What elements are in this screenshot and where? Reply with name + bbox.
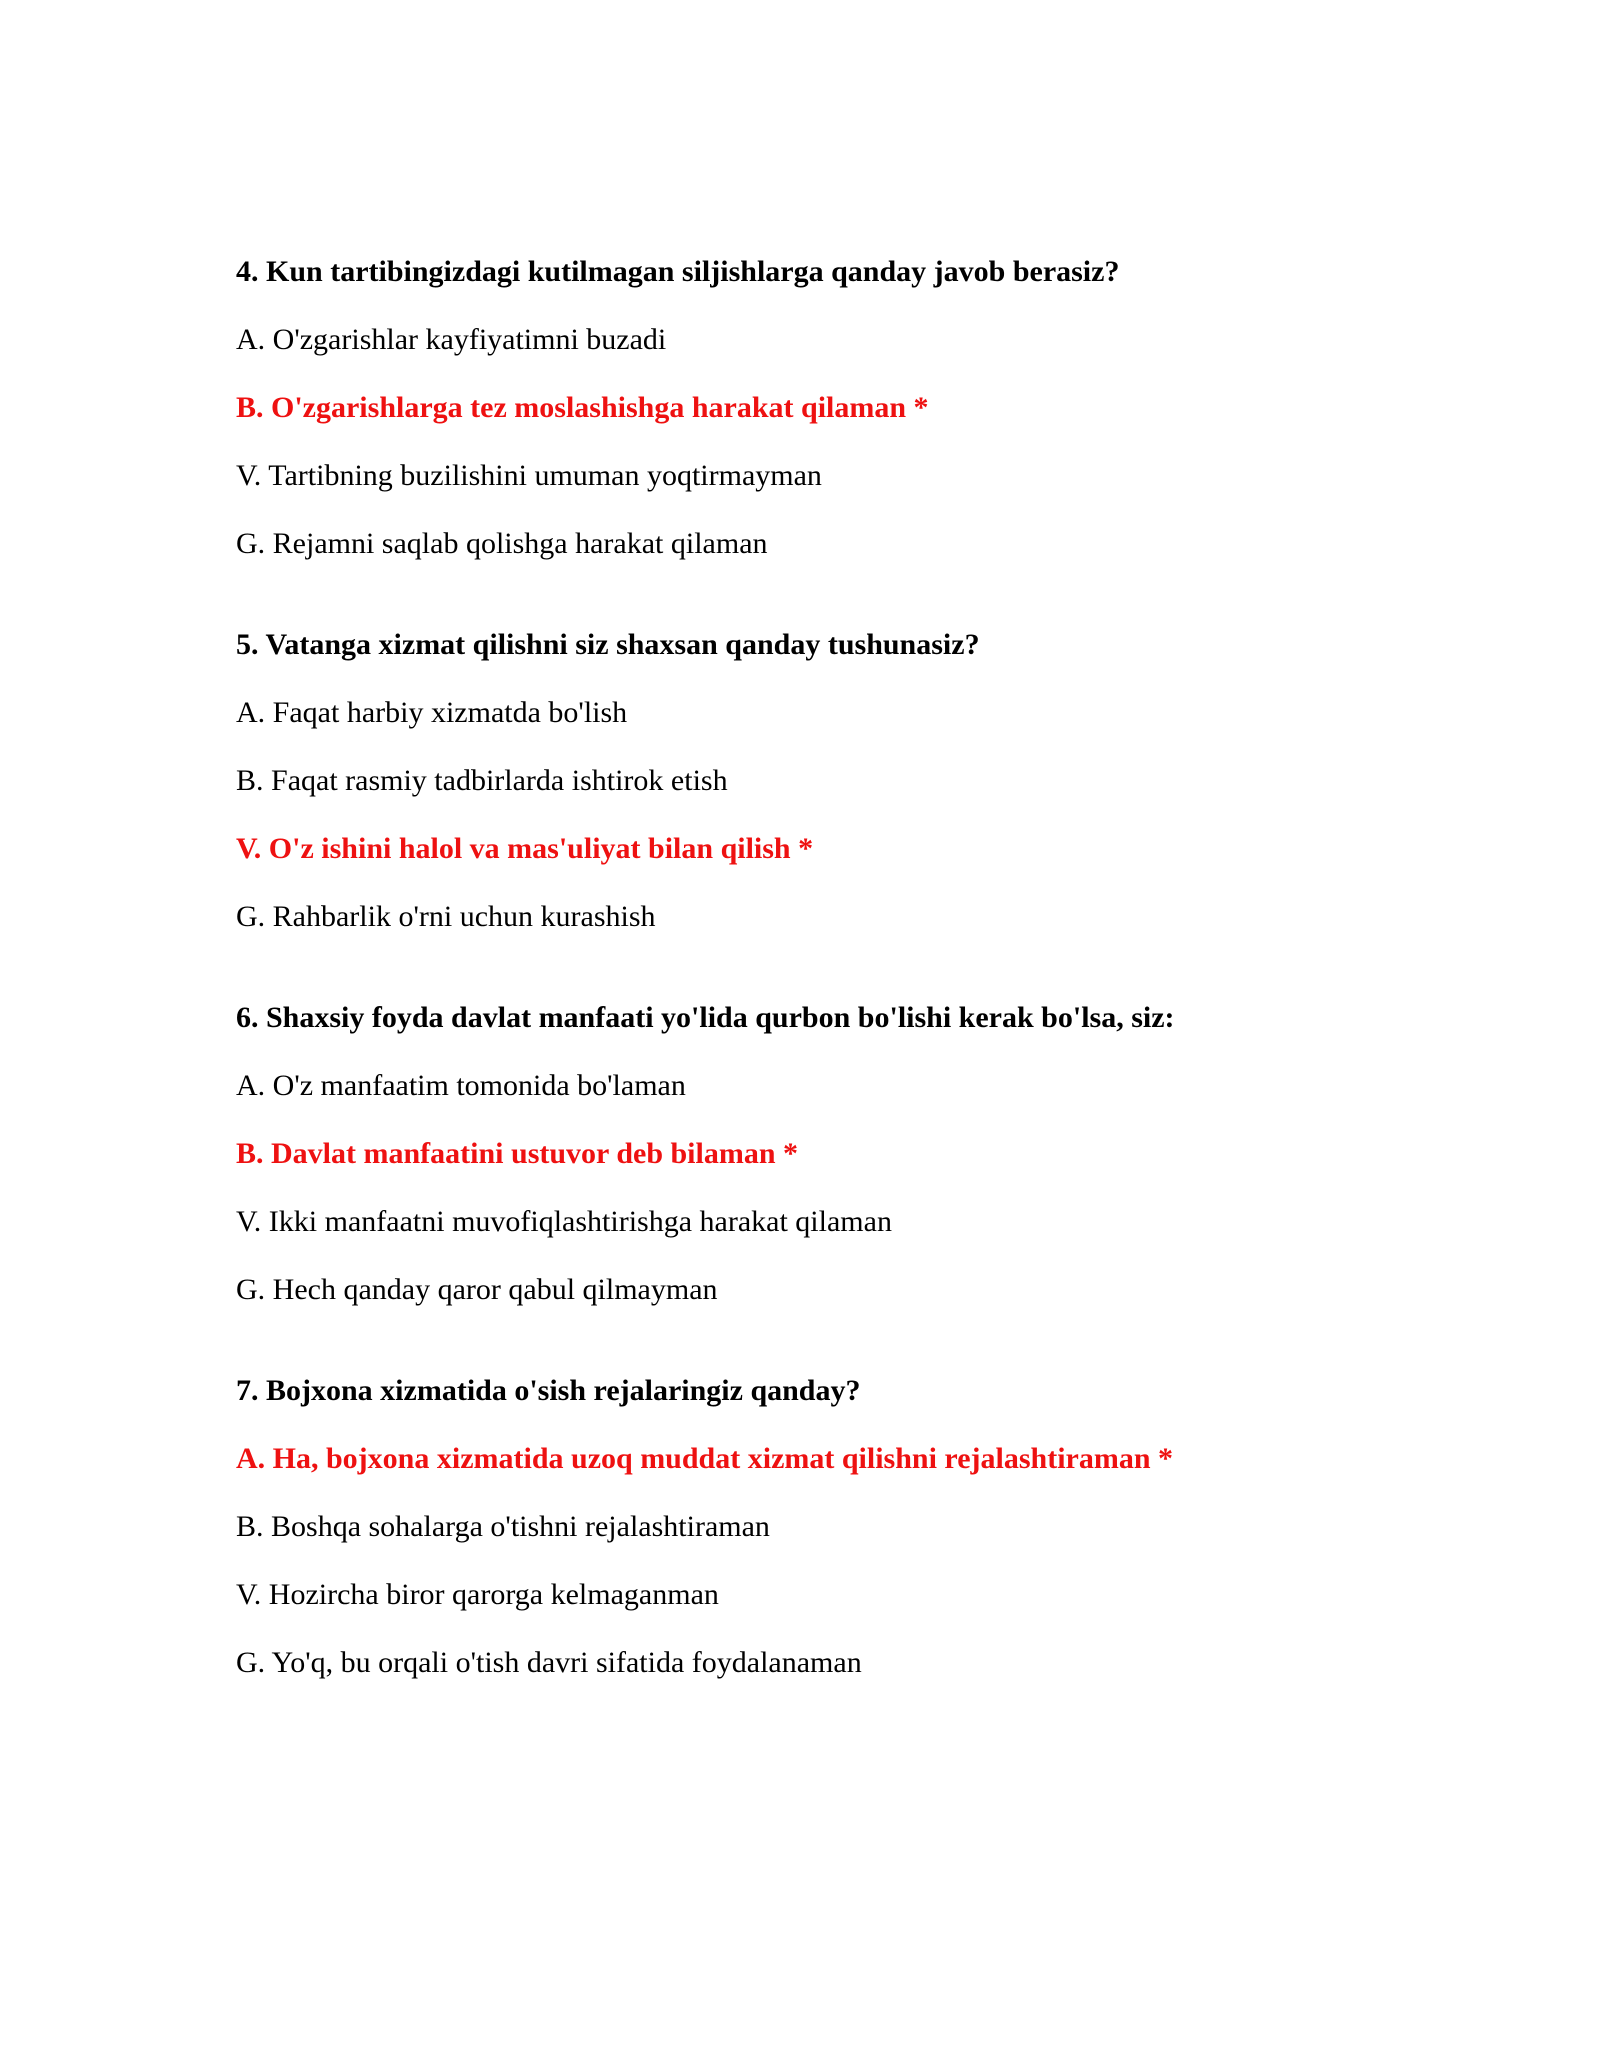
- answer-option: A. Faqat harbiy xizmatda bo'lish: [236, 696, 628, 729]
- answer-option: G. Rahbarlik o'rni uchun kurashish: [236, 900, 656, 933]
- answer-option: G. Hech qanday qaror qabul qilmayman: [236, 1273, 718, 1306]
- questions-list: [236, 255, 1436, 1680]
- answer-option: V. Hozircha biror qarorga kelmaganman: [236, 1578, 719, 1611]
- question-title: 4. Kun tartibingizdagi kutilmagan siljishlarga qanday javob berasiz?: [236, 255, 1120, 288]
- answer-option-correct: B. Davlat manfaatini ustuvor deb bilaman *: [236, 1137, 799, 1170]
- question-block-7: [236, 1374, 1436, 1680]
- question-title: 6. Shaxsiy foyda davlat manfaati yo'lida qurbon bo'lishi kerak bo'lsa, siz:: [236, 1001, 1175, 1034]
- question-block-6: [236, 1001, 1436, 1307]
- answer-option: A. O'z manfaatim tomonida bo'laman: [236, 1069, 686, 1102]
- answer-option: V. Tartibning buzilishini umuman yoqtirmayman: [236, 459, 822, 492]
- answer-option: B. Boshqa sohalarga o'tishni rejalashtiraman: [236, 1510, 770, 1543]
- question-block-4: [236, 255, 1436, 561]
- answer-option-correct: B. O'zgarishlarga tez moslashishga harakat qilaman *: [236, 391, 929, 424]
- answer-option: B. Faqat rasmiy tadbirlarda ishtirok etish: [236, 764, 728, 797]
- answer-option: G. Yo'q, bu orqali o'tish davri sifatida foydalanaman: [236, 1646, 862, 1679]
- answer-option-correct: A. Ha, bojxona xizmatida uzoq muddat xizmat qilishni rejalashtiraman *: [236, 1442, 1174, 1475]
- answer-option: G. Rejamni saqlab qolishga harakat qilaman: [236, 527, 768, 560]
- question-block-5: [236, 628, 1436, 934]
- answer-option: V. Ikki manfaatni muvofiqlashtirishga harakat qilaman: [236, 1205, 892, 1238]
- question-title: 5. Vatanga xizmat qilishni siz shaxsan qanday tushunasiz?: [236, 628, 980, 661]
- answer-option: A. O'zgarishlar kayfiyatimni buzadi: [236, 323, 667, 356]
- question-title: 7. Bojxona xizmatida o'sish rejalaringiz qanday?: [236, 1374, 861, 1407]
- answer-option-correct: V. O'z ishini halol va mas'uliyat bilan qilish *: [236, 832, 814, 865]
